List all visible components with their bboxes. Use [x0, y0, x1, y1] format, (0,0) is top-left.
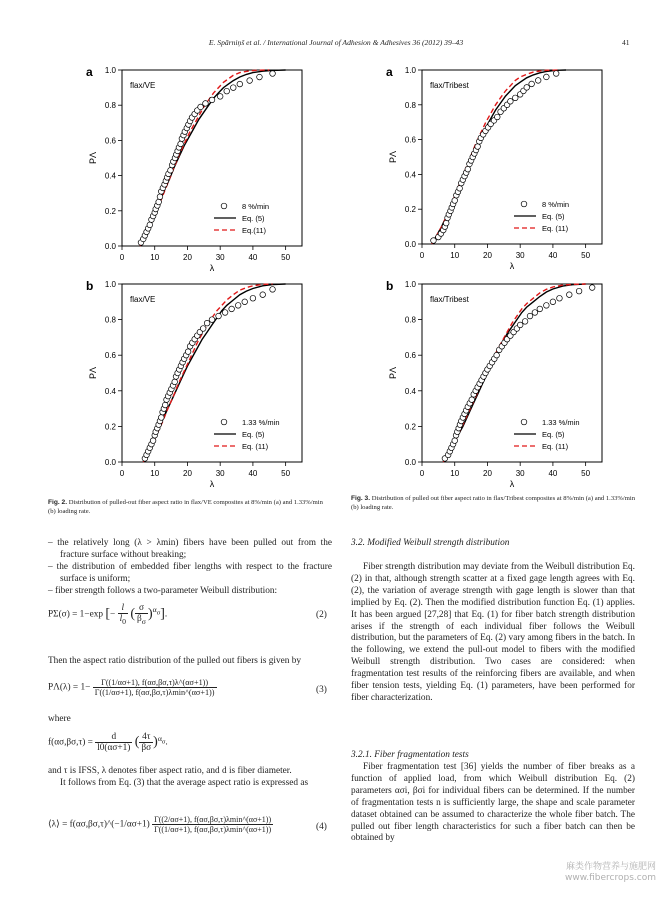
where-label: where: [48, 714, 71, 724]
fig3b-chart: [380, 272, 620, 494]
x-tick-label: 0: [419, 251, 425, 260]
data-point: [465, 166, 471, 172]
legend-label: Eq. (11): [542, 224, 569, 233]
para-3-2-1: Fiber fragmentation test [36] yields the number of fiber breaks as a function of applied load, from which Weibull distribution Eq. (2) parameters ασi, βσi for individual fibers can be determined. If the number of fragmentation tests n is sufficiently large, the shape and scale parameter dataset obtained can be assumed to characterize the whole fiber batch. The pulled out fiber length characteristics for such a fiber batch can then be obtained by: [351, 762, 635, 844]
fig3-label: Fig. 3.: [351, 495, 371, 502]
legend-marker: [221, 419, 227, 425]
y-tick-label: 0.2: [404, 205, 416, 215]
section-heading-3-2-1: 3.2.1. Fiber fragmentation tests: [351, 750, 469, 760]
data-point: [158, 415, 164, 421]
fig2-label: Fig. 2.: [48, 499, 68, 506]
data-point: [178, 141, 184, 147]
data-point: [508, 99, 514, 105]
data-point: [522, 319, 528, 325]
data-point: [527, 313, 533, 319]
inset-label: flax/VE: [130, 81, 156, 90]
y-tick-label: 0.4: [104, 386, 116, 396]
data-point: [185, 349, 191, 355]
x-tick-label: 20: [483, 251, 492, 260]
para-tau: and τ is IFSS, λ denotes fiber aspect ratio, and d is fiber diameter.: [48, 766, 292, 776]
data-point: [260, 292, 266, 298]
data-point: [200, 326, 206, 332]
bullet-item: – the relatively long (λ > λmin) fibers have been pulled out from the fracture surface without breaking;: [48, 538, 332, 560]
legend-label: 8 %/min: [242, 202, 270, 211]
data-point: [237, 81, 243, 87]
data-point: [247, 78, 253, 84]
y-axis-label: PΛ: [88, 366, 98, 380]
panel-label: b: [86, 279, 94, 293]
y-axis-label: PΛ: [388, 150, 398, 164]
legend-label: Eq. (5): [542, 430, 565, 439]
x-tick-label: 50: [281, 253, 291, 262]
inset-label: flax/Tribest: [430, 81, 469, 90]
legend-label: 8 %/min: [542, 200, 570, 209]
y-tick-label: 1.0: [104, 66, 116, 75]
data-point: [229, 306, 235, 312]
eq3-denominator: Γ((1/ασ+1), f(ασ,βσ,τ)λmin^(ασ+1)): [94, 688, 215, 697]
eq4-numerator: Γ((2/ασ+1), f(ασ,βσ,τ)λmin^(ασ+1)): [154, 815, 272, 824]
para-follows: It follows from Eq. (3) that the average aspect ratio is expressed as: [60, 778, 309, 788]
data-point: [157, 194, 163, 200]
data-point: [544, 303, 550, 309]
data-point: [452, 438, 458, 444]
data-point: [550, 299, 556, 305]
x-tick-label: 20: [183, 469, 192, 478]
x-tick-label: 40: [248, 253, 258, 262]
x-axis-label: λ: [209, 263, 215, 273]
panel-label: b: [386, 279, 394, 293]
data-point: [544, 74, 550, 80]
x-tick-label: 50: [581, 251, 591, 260]
y-tick-label: 0.8: [104, 315, 116, 325]
x-tick-label: 0: [119, 253, 125, 262]
data-point: [517, 322, 523, 328]
data-point: [566, 292, 572, 298]
legend-label: 1.33 %/min: [242, 418, 280, 427]
y-tick-label: 0.4: [104, 171, 116, 181]
eqf-paren-numerator: 4τ: [139, 732, 153, 743]
x-tick-label: 30: [515, 251, 525, 260]
data-point: [537, 306, 543, 312]
inset-label: flax/VE: [130, 295, 156, 304]
x-tick-label: 0: [119, 469, 125, 478]
fig2a-chart: [80, 58, 320, 278]
data-point: [224, 88, 230, 94]
data-point: [535, 78, 541, 84]
data-point: [242, 299, 248, 305]
x-tick-label: 0: [419, 469, 425, 478]
legend-label: Eq. (11): [242, 442, 269, 451]
y-tick-label: 0.6: [404, 351, 416, 361]
data-point: [209, 97, 215, 103]
eq2-lhs: PΣ(σ) = 1−exp: [48, 609, 103, 620]
data-point: [553, 71, 559, 77]
legend-label: 1.33 %/min: [542, 418, 580, 427]
x-axis-label: λ: [509, 261, 515, 271]
x-tick-label: 40: [248, 469, 258, 478]
fig2b-chart: [80, 272, 320, 494]
running-head: E. Spārniņš et al. / International Journal of Adhesion & Adhesives 36 (2012) 39–43: [208, 38, 464, 47]
x-tick-label: 30: [515, 469, 525, 478]
watermark-line-1: 麻类作物营养与施肥网: [565, 862, 656, 872]
x-tick-label: 30: [215, 469, 225, 478]
data-point: [469, 397, 475, 403]
x-tick-label: 10: [150, 253, 160, 262]
eq4-lhs: ⟨λ⟩ = f(ασ,βσ,τ)^(−1/ασ+1): [48, 819, 150, 830]
data-point: [156, 199, 162, 205]
x-tick-label: 40: [548, 469, 558, 478]
x-tick-label: 50: [581, 469, 591, 478]
legend-marker: [221, 203, 227, 209]
y-tick-label: 0.0: [404, 240, 416, 249]
y-axis-label: PΛ: [88, 151, 98, 165]
data-point: [250, 295, 256, 301]
y-tick-label: 0.2: [404, 422, 416, 432]
y-tick-label: 0.6: [404, 135, 416, 145]
bullet-list: [48, 538, 332, 598]
y-tick-label: 0.4: [404, 170, 416, 180]
x-axis-label: λ: [209, 479, 215, 489]
page-number: 41: [622, 38, 630, 47]
legend-label: Eq.(11): [242, 226, 267, 235]
data-point: [532, 310, 538, 316]
data-point: [494, 114, 500, 120]
data-point: [529, 81, 535, 87]
legend-marker: [521, 419, 527, 425]
x-tick-label: 40: [548, 251, 558, 260]
eq3-lhs: PΛ(λ) = 1−: [48, 682, 91, 693]
y-tick-label: 0.0: [404, 458, 416, 467]
data-point: [452, 198, 458, 204]
data-point: [557, 295, 563, 301]
fig3-caption: [351, 494, 635, 512]
y-tick-label: 1.0: [104, 280, 116, 289]
fig2-caption-text: Distribution of pulled-out fiber aspect ratio in flax/VE composites at 8%/min (a) and 1.33%/min (b) loading rate.: [48, 499, 323, 516]
equation-f: f(ασ,βσ,τ) = $\frac{d}{l0(\alpha\sigma+1)}$ ( $\frac{4\tau}{\beta\sigma}$ )$^{\alpha_\sigma}$.: [48, 732, 168, 753]
eqf-denominator: l0(ασ+1): [97, 743, 131, 753]
y-tick-label: 0.0: [104, 458, 116, 467]
panel-label: a: [386, 65, 393, 79]
legend-label: Eq. (5): [542, 212, 565, 221]
legend-label: Eq. (5): [242, 214, 265, 223]
x-tick-label: 10: [450, 251, 460, 260]
data-point: [204, 320, 210, 326]
y-tick-label: 0.2: [104, 422, 116, 432]
panel-label: a: [86, 65, 93, 79]
data-point: [589, 285, 595, 291]
bullet-item: – the distribution of embedded fiber lengths with respect to the fracture surface is uniform;: [48, 561, 332, 584]
data-point: [576, 288, 582, 294]
data-point: [443, 220, 449, 226]
plot-frame: [122, 284, 302, 462]
data-point: [217, 94, 223, 100]
data-point: [216, 313, 222, 319]
data-point: [203, 101, 209, 107]
data-point: [257, 74, 263, 80]
y-tick-label: 0.6: [104, 351, 116, 361]
y-tick-label: 1.0: [404, 280, 416, 289]
para-3-2: Fiber strength distribution may deviate from the Weibull distribution Eq. (2) in that, although strength scatter at a fixed gage length agrees with Eq. (2), the variation of average strength with gage length is slower than that implied by Eq. (2). Then the modified distribution function Eq. (1) applies. It has been argued [27,28] that Eq. (1) for fiber batch strength distribution arises if the strength of each individual fiber follows the Weibull distribution, but the parameters of Eq. (2) vary among fibers in the batch. In the following, we extend the pull-out model to fibers with the modified Weibull strength distribution. Two cases are considered: when fragmentation test results of the reinforcing fibers are available, and when fiber tension tests, yielding Eq. (1) parameters, have been performed for fiber characterization.: [351, 562, 635, 703]
eq4-denominator: Γ((1/ασ+1), f(ασ,βσ,τ)λmin^(ασ+1)): [154, 825, 272, 834]
y-tick-label: 0.8: [404, 315, 416, 325]
y-tick-label: 1.0: [404, 66, 416, 75]
data-point: [457, 186, 463, 192]
legend-label: Eq. (5): [242, 430, 265, 439]
eqf-lhs: f(ασ,βσ,τ) =: [48, 737, 93, 748]
x-axis-label: λ: [509, 479, 515, 489]
data-point: [162, 402, 168, 408]
para-aspect-ratio: Then the aspect ratio distribution of the pulled out fibers is given by: [48, 656, 302, 666]
series-line: [432, 70, 560, 244]
x-tick-label: 50: [281, 469, 291, 478]
y-tick-label: 0.8: [404, 100, 416, 110]
data-point: [475, 144, 481, 150]
inset-label: flax/Tribest: [430, 295, 469, 304]
data-point: [147, 222, 153, 228]
eq3-number: (3): [316, 685, 327, 695]
bullet-item: – fiber strength follows a two-parameter Weibull distribution:: [48, 585, 278, 596]
data-point: [168, 168, 174, 174]
equation-3: [48, 678, 217, 697]
data-point: [524, 85, 530, 91]
eq3-numerator: Γ((1/ασ+1), f(ασ,βσ,τ)λ^(ασ+1)): [93, 678, 217, 688]
equation-4: [48, 815, 273, 834]
x-tick-label: 20: [183, 253, 192, 262]
fig2-caption: [48, 498, 332, 516]
y-tick-label: 0.6: [104, 136, 116, 146]
fig3a-chart: [380, 58, 620, 276]
y-tick-label: 0.2: [104, 206, 116, 216]
x-tick-label: 30: [215, 253, 225, 262]
data-point: [150, 438, 156, 444]
eqf-numerator: d: [95, 732, 132, 743]
x-tick-label: 20: [483, 469, 492, 478]
watermark: [565, 862, 656, 884]
data-point: [270, 71, 276, 77]
data-point: [209, 317, 215, 323]
y-tick-label: 0.8: [104, 101, 116, 111]
data-point: [172, 379, 178, 385]
data-point: [431, 238, 437, 244]
fig3-caption-text: Distribution of pulled out fiber aspect ratio in flax/Tribest composites at 8%/min (a) and 1.33%/min (b) loading rate.: [351, 495, 635, 512]
eqf-paren-denominator: βσ: [141, 743, 152, 753]
legend-label: Eq. (11): [542, 442, 569, 451]
data-point: [230, 85, 236, 91]
watermark-line-2: www.fibercrops.com: [565, 873, 656, 883]
x-tick-label: 10: [450, 469, 460, 478]
section-heading-3-2: 3.2. Modified Weibull strength distribution: [351, 538, 510, 548]
y-tick-label: 0.0: [104, 242, 116, 251]
eq2-number: (2): [316, 610, 327, 620]
y-tick-label: 0.4: [404, 386, 416, 396]
data-point: [235, 303, 241, 309]
y-axis-label: PΛ: [388, 366, 398, 380]
data-point: [270, 287, 276, 293]
eq4-number: (4): [316, 822, 327, 832]
legend-marker: [521, 201, 527, 207]
data-point: [512, 95, 518, 101]
plot-frame: [422, 284, 602, 462]
data-point: [494, 352, 500, 358]
data-point: [222, 310, 228, 316]
equation-2: PΣ(σ) = 1−exp [− $\frac{l}{l_0}$ ( $\frac{\sigma}{\beta_\sigma}$ )$^{\alpha_\sigma}$].: [48, 603, 168, 626]
x-tick-label: 10: [150, 469, 160, 478]
data-point: [198, 104, 204, 110]
